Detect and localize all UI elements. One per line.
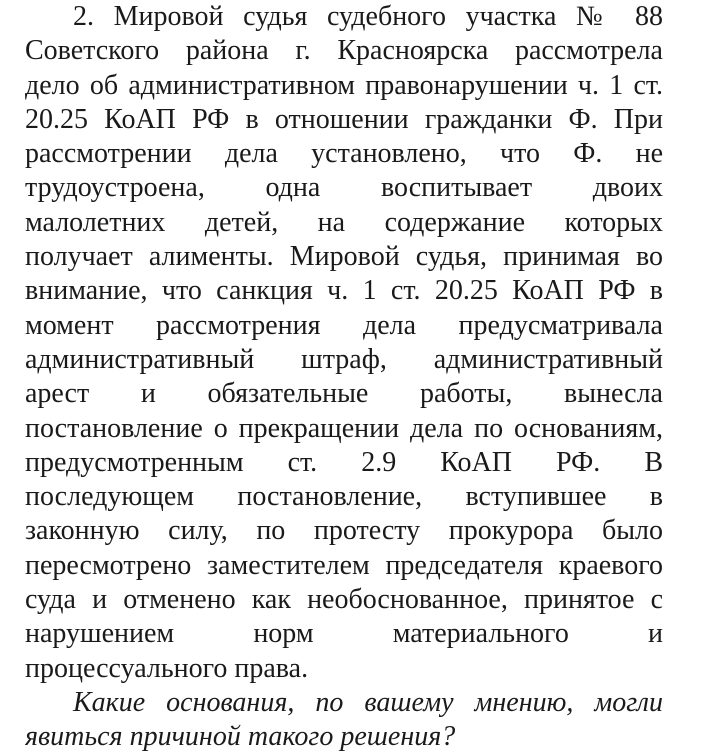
case-paragraph: [25, 0, 663, 686]
paragraph-line: суда и отменено как необоснованное, принятое с: [25, 584, 663, 616]
paragraph-line: дело об административном правонарушении ч. 1 ст.: [25, 69, 663, 101]
paragraph-line: постановление о прекращении дела по основаниям,: [25, 412, 663, 444]
paragraph-line: последующем постановление, вступившее в: [25, 481, 663, 513]
question-line: явиться причиной такого решения?: [25, 721, 456, 753]
paragraph-line: 2. Мировой судья судебного участка № 88: [73, 1, 663, 32]
paragraph-line: административный штраф, административный: [25, 343, 663, 375]
paragraph-line: малолетних детей, на содержание которых: [25, 206, 663, 238]
paragraph-line: законную силу, по протесту прокурора было: [25, 515, 663, 547]
paragraph-line: пересмотрено заместителем председателя краевого: [25, 549, 663, 581]
paragraph-line: процессуального права.: [25, 652, 309, 684]
paragraph-line: момент рассмотрения дела предусматривала: [25, 309, 663, 341]
paragraph-line: арест и обязательные работы, вынесла: [25, 378, 663, 410]
paragraph-line: предусмотренным ст. 2.9 КоАП РФ. В: [25, 446, 663, 478]
paragraph-line: 20.25 КоАП РФ в отношении гражданки Ф. При: [25, 103, 663, 135]
paragraph-line: нарушением норм материального и: [25, 618, 663, 650]
paragraph-line: рассмотрении дела установлено, что Ф. не: [25, 138, 663, 170]
paragraph-line: внимание, что санкция ч. 1 ст. 20.25 КоАП РФ в: [25, 275, 663, 307]
paragraph-line: трудоустроена, одна воспитывает двоих: [25, 172, 663, 204]
paragraph-line: Советского района г. Красноярска рассмотрела: [25, 35, 663, 67]
document-page: [25, 0, 663, 755]
question-line: Какие основания, по вашему мнению, могли: [73, 686, 663, 718]
question-paragraph: [25, 686, 663, 755]
paragraph-line: получает алименты. Мировой судья, принимая во: [25, 241, 663, 273]
